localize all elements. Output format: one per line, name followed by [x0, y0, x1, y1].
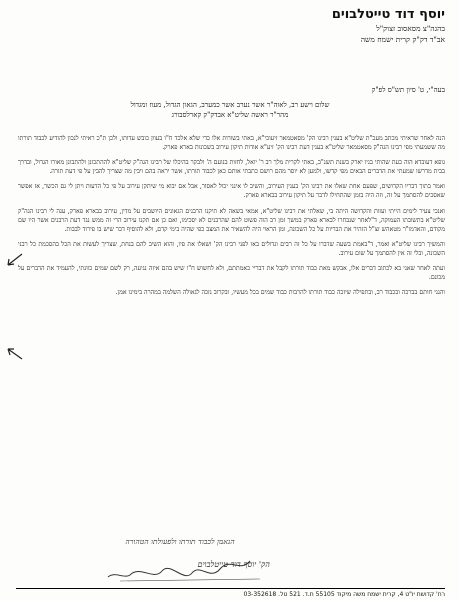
letter-footer: רח' קדושת יו"ט 4, קרית ישמח משה מיקוד 55105 ת.ד. 521 טל. 03-352618: [16, 588, 445, 598]
letterhead-name: יוסף דוד טייטלבוים: [331, 7, 445, 22]
letterhead-lineage: בהגה"צ מסאסוב זצוק"ל: [376, 24, 445, 33]
paragraph-5: והמשיך רבינו שליט"א ואמר, ד"באמת בשעה שדברו על כל זה רבים וגדולים באו לפני רבינו הק' ושאלו את פיו, והוא השיב להם בנחת, שצריך לעשות את הכל בהסכמת כל רבני השכונה, ובלי זה אין להסתמך על שום עירוב.: [18, 240, 445, 257]
letterhead-title: אב"ד דק"ק קרית ישמח משה: [360, 35, 445, 44]
addressee-line-1: שלום וישע רב, לאוה"ר אשר נערב אשר כמערב, הגאון הגדול, מעוז ומגדול: [130, 101, 330, 109]
paragraph-6: ועתה לאחר שאני בא לכתוב דברים אלו, אבקש מאת כבוד תורתו לקבל את דבריי כאמתתם, ולא לחשוש ח"ו שיש בהם איזה נגיעה, רק לשם שמים כוונתי, להעמיד את הדברים על מכונם.: [18, 265, 445, 282]
addressee-line-2: מהר"ר ראשה שליט"א אבדק"ק קארלסבורג: [171, 111, 289, 119]
signature-scribble: [100, 553, 270, 585]
margin-arrow-icon: [4, 252, 24, 268]
letter-date: בעה"י, ט' סיון תש"ס לפ"ק: [371, 86, 445, 94]
handwritten-closing: הנאמן לכבוד תורתו ולפעולתו הטהורה: [125, 537, 235, 546]
signature-text: הק' יוסף דוד טייטלבוים: [197, 560, 270, 569]
letter-body: [18, 134, 445, 303]
paragraph-3: ואמר בתוך דבריו הקדושים, שפעם אחת שאלו את רבינו הק' בענין העירוב, והשיב לו אינני יכול לאסור, אבל אם יבוא מי שיתקן עירוב על פי כל הדעות ויתן לי גם הכשר, אז אפשר שאסכים להסתמך על זה, וזה היה בזמן שהתחילו לדבר על תיקון עירוב בבארא פארק.: [18, 183, 445, 200]
paragraph-4: ואנכי צעיר לימים הייתי ועזות והקדושה היתה בי, שאלתי את רבינו שליט"א, אמאי בשאה לא תיקנו הרבנים הגאונים היושבים על מדין, עירוב בבארא פארק, ענה לי רבינו הגה"ק שליט"א בתשובתו העמוקה, ד"לאחר שנבחרו לבארא פארק במשך זמן רב הוה פשוט להם שהרבנים לא יסכימו, ואם כן אם תקנו עירוב הרי זה ממש נגד דעת הרבנים אשר היו שם מקודם, והאדמו"ר מטאהש זצ"ל הזהיר את הבריות על כל השכונה, ומן הראוי היה להשאיר את המצב כפי שהיה בימי קדם, ולא להוסיף דבר שיש בו פירוד לבבות.: [18, 207, 445, 233]
paragraph-7: והנני חותם בברכה ובכבוד רב, ובתפילה שיזכה כבוד תורתו להרבות כבוד שמים בכל מעשיו, ובקרוב נזכה לגאולה השלמה במהרה בימינו אמן.: [115, 289, 445, 297]
addressee-block: [110, 100, 350, 120]
paragraph-1: הנה לאחר שראיתי מכתב מעכ"ת שליט"א בענין רבינו הק' מסאטמאר זיעוכי"א, באתי בשורות אלו כדי שלא אלכד ח"ו בעוון כובש עדותו, ולכן ת"כ ראיתי לנכון להודיע לכבוד תורתו מה ששמעתי מפי רבינו הגה"ק מסאטמאר שליט"א בענין דעת רבינו הק' זיע"א אודות תיקון עירוב בשכונות בארא פארק.: [18, 135, 445, 152]
letterhead: [195, 6, 445, 45]
paragraph-2: גופא דעובדא הוה כעת שהותי בניו יארק בשנת תשנ"ב, באתי לקרית מלך רב ר' יואל, לחזות בנועם ה' ולבקר בהיכלו של רבינו הגה"ק שליט"א לההתכונן ולהתבונן מאורו הגדול, ובדרך בבית מדרשו שמעתי את הדברים הבאים מפי קדשו, ולמען לא יוסר מהם רושם כתבתי אותם כאן לכבוד תורתו, אשר יראה בהם ויבין מה שצריך להבין על פי דעת תורה.: [18, 159, 445, 176]
margin-arrow-icon: [4, 345, 24, 361]
